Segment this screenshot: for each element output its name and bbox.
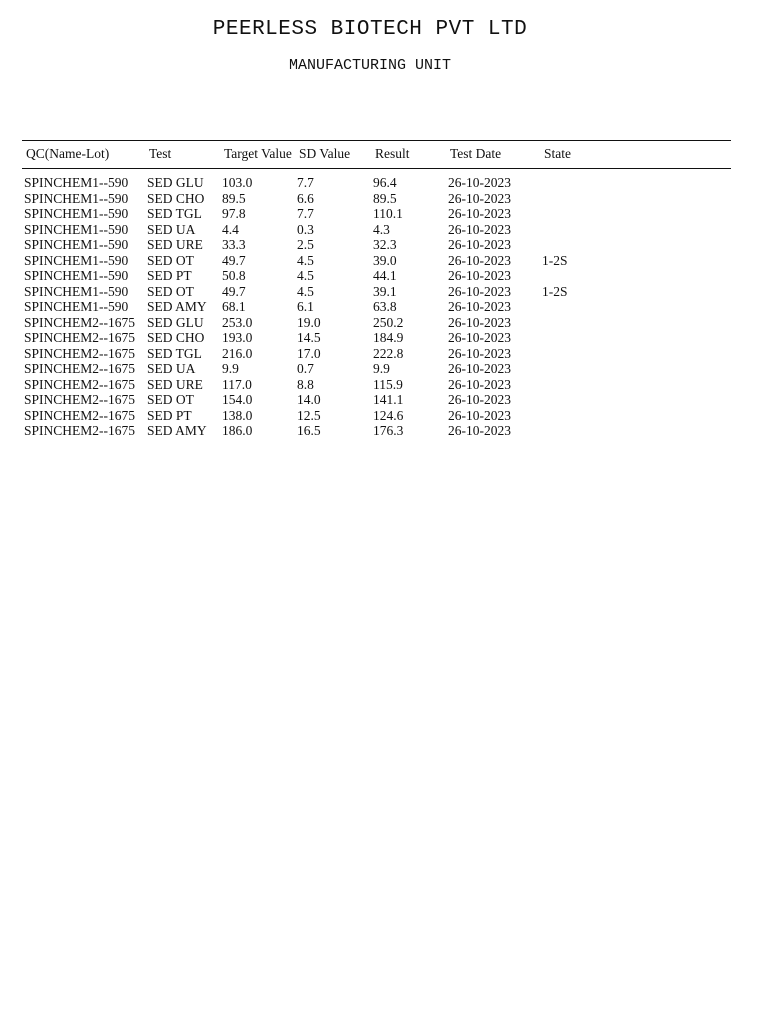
cell-target-value: 103.0 [222, 175, 253, 190]
cell-sd-value: 6.6 [297, 190, 314, 206]
cell-qc-name-lot: SPINCHEM1--590 [24, 252, 129, 268]
cell-result: 44.1 [373, 268, 397, 283]
cell-test: SED OT [147, 392, 194, 407]
cell-test-date: 26-10-2023 [448, 190, 511, 206]
cell-test-date: 26-10-2023 [448, 392, 511, 407]
cell-test: SED PT [147, 268, 192, 283]
cell-test: SED URE [147, 237, 203, 252]
table-row [0, 330, 740, 346]
cell-target-value: 49.7 [222, 252, 246, 268]
table-row [0, 284, 740, 300]
cell-qc-name-lot: SPINCHEM1--590 [24, 237, 129, 252]
cell-target-value: 154.0 [222, 392, 253, 407]
cell-result: 32.3 [373, 237, 397, 252]
cell-target-value: 193.0 [222, 330, 253, 345]
column-header-result: Result [375, 146, 410, 161]
cell-test-date: 26-10-2023 [448, 206, 511, 221]
cell-test-date: 26-10-2023 [448, 361, 511, 376]
cell-test: SED GLU [147, 175, 204, 190]
cell-test-date: 26-10-2023 [448, 330, 511, 345]
column-header-state: State [544, 146, 571, 161]
cell-qc-name-lot: SPINCHEM1--590 [24, 175, 129, 190]
cell-sd-value: 2.5 [297, 237, 314, 252]
cell-sd-value: 7.7 [297, 206, 314, 221]
table-row [0, 206, 740, 222]
cell-state: 1-2S [542, 252, 568, 268]
cell-sd-value: 17.0 [297, 345, 321, 361]
column-header-test: Test [149, 146, 172, 161]
cell-qc-name-lot: SPINCHEM2--1675 [24, 330, 136, 345]
table-row [0, 268, 740, 284]
cell-result: 115.9 [373, 376, 403, 392]
cell-qc-name-lot: SPINCHEM2--1675 [24, 423, 136, 438]
column-header-qc-name-lot: QC(Name-Lot) [26, 146, 110, 161]
cell-result: 63.8 [373, 299, 397, 314]
cell-sd-value: 4.5 [297, 283, 314, 299]
cell-target-value: 186.0 [222, 423, 253, 438]
cell-target-value: 9.9 [222, 361, 239, 376]
cell-result: 9.9 [373, 361, 390, 376]
cell-sd-value: 4.5 [297, 252, 314, 268]
cell-qc-name-lot: SPINCHEM1--590 [24, 206, 129, 221]
cell-test: SED CHO [147, 190, 205, 206]
cell-qc-name-lot: SPINCHEM2--1675 [24, 361, 136, 376]
cell-test-date: 26-10-2023 [448, 283, 511, 299]
cell-test: SED TGL [147, 206, 202, 221]
cell-test: SED UA [147, 361, 196, 376]
cell-test: SED CHO [147, 330, 205, 345]
cell-result: 141.1 [373, 392, 404, 407]
table-row [0, 237, 740, 253]
cell-test-date: 26-10-2023 [448, 345, 511, 361]
cell-target-value: 253.0 [222, 314, 253, 330]
column-header-target-value: Target Value [224, 146, 292, 161]
cell-result: 222.8 [373, 345, 404, 361]
cell-test: SED OT [147, 283, 194, 299]
table-row [0, 191, 740, 207]
cell-test-date: 26-10-2023 [448, 252, 511, 268]
unit-name: MANUFACTURING UNIT [288, 57, 452, 74]
cell-sd-value: 14.5 [297, 330, 321, 345]
cell-qc-name-lot: SPINCHEM1--590 [24, 299, 129, 314]
cell-test: SED UA [147, 221, 196, 237]
cell-target-value: 89.5 [222, 190, 246, 206]
cell-qc-name-lot: SPINCHEM2--1675 [24, 392, 136, 407]
cell-result: 96.4 [373, 175, 397, 190]
table-row [0, 222, 740, 238]
cell-test-date: 26-10-2023 [448, 175, 511, 190]
cell-test: SED TGL [147, 345, 202, 361]
cell-result: 4.3 [373, 221, 390, 237]
table-row [0, 423, 740, 439]
cell-result: 184.9 [373, 330, 404, 345]
column-header-test-date: Test Date [450, 146, 502, 161]
cell-qc-name-lot: SPINCHEM1--590 [24, 283, 129, 299]
cell-sd-value: 0.3 [297, 221, 314, 237]
cell-test: SED PT [147, 407, 192, 423]
cell-test-date: 26-10-2023 [448, 299, 511, 314]
table-row [0, 361, 740, 377]
table-row [0, 392, 740, 408]
cell-sd-value: 8.8 [297, 376, 314, 392]
cell-sd-value: 7.7 [297, 175, 314, 190]
cell-target-value: 49.7 [222, 283, 246, 299]
cell-target-value: 117.0 [222, 376, 252, 392]
table-row [0, 377, 740, 393]
cell-target-value: 216.0 [222, 345, 253, 361]
column-header-sd-value: SD Value [299, 146, 351, 161]
cell-result: 110.1 [373, 206, 403, 221]
table-header-row [0, 146, 740, 164]
cell-qc-name-lot: SPINCHEM2--1675 [24, 314, 136, 330]
table-row [0, 408, 740, 424]
cell-test: SED AMY [147, 423, 207, 438]
table-header-rule [22, 168, 731, 169]
cell-state: 1-2S [542, 283, 568, 299]
cell-target-value: 97.8 [222, 206, 246, 221]
cell-result: 39.1 [373, 283, 397, 299]
cell-result: 176.3 [373, 423, 404, 438]
cell-sd-value: 14.0 [297, 392, 321, 407]
cell-test-date: 26-10-2023 [448, 268, 511, 283]
cell-test: SED URE [147, 376, 203, 392]
cell-qc-name-lot: SPINCHEM2--1675 [24, 407, 136, 423]
cell-result: 124.6 [373, 407, 404, 423]
cell-test: SED GLU [147, 314, 204, 330]
cell-target-value: 33.3 [222, 237, 246, 252]
table-body [0, 175, 740, 439]
cell-test-date: 26-10-2023 [448, 237, 511, 252]
cell-test: SED OT [147, 252, 194, 268]
cell-test-date: 26-10-2023 [448, 423, 511, 438]
cell-test: SED AMY [147, 299, 207, 314]
cell-test-date: 26-10-2023 [448, 376, 511, 392]
cell-test-date: 26-10-2023 [448, 314, 511, 330]
cell-sd-value: 16.5 [297, 423, 321, 438]
cell-test-date: 26-10-2023 [448, 221, 511, 237]
cell-sd-value: 12.5 [297, 407, 321, 423]
cell-target-value: 50.8 [222, 268, 246, 283]
cell-target-value: 138.0 [222, 407, 253, 423]
table-row [0, 315, 740, 331]
cell-sd-value: 6.1 [297, 299, 314, 314]
cell-result: 250.2 [373, 314, 404, 330]
cell-result: 89.5 [373, 190, 397, 206]
cell-sd-value: 0.7 [297, 361, 314, 376]
cell-sd-value: 4.5 [297, 268, 314, 283]
cell-test-date: 26-10-2023 [448, 407, 511, 423]
cell-qc-name-lot: SPINCHEM2--1675 [24, 345, 136, 361]
table-row [0, 299, 740, 315]
cell-qc-name-lot: SPINCHEM2--1675 [24, 376, 136, 392]
cell-sd-value: 19.0 [297, 314, 321, 330]
table-row [0, 175, 740, 191]
company-name: PEERLESS BIOTECH PVT LTD [212, 18, 528, 41]
table-top-rule [22, 140, 731, 141]
cell-result: 39.0 [373, 252, 397, 268]
cell-qc-name-lot: SPINCHEM1--590 [24, 221, 129, 237]
cell-qc-name-lot: SPINCHEM1--590 [24, 190, 129, 206]
cell-target-value: 68.1 [222, 299, 246, 314]
cell-target-value: 4.4 [222, 221, 239, 237]
table-row [0, 253, 740, 269]
table-row [0, 346, 740, 362]
cell-qc-name-lot: SPINCHEM1--590 [24, 268, 129, 283]
